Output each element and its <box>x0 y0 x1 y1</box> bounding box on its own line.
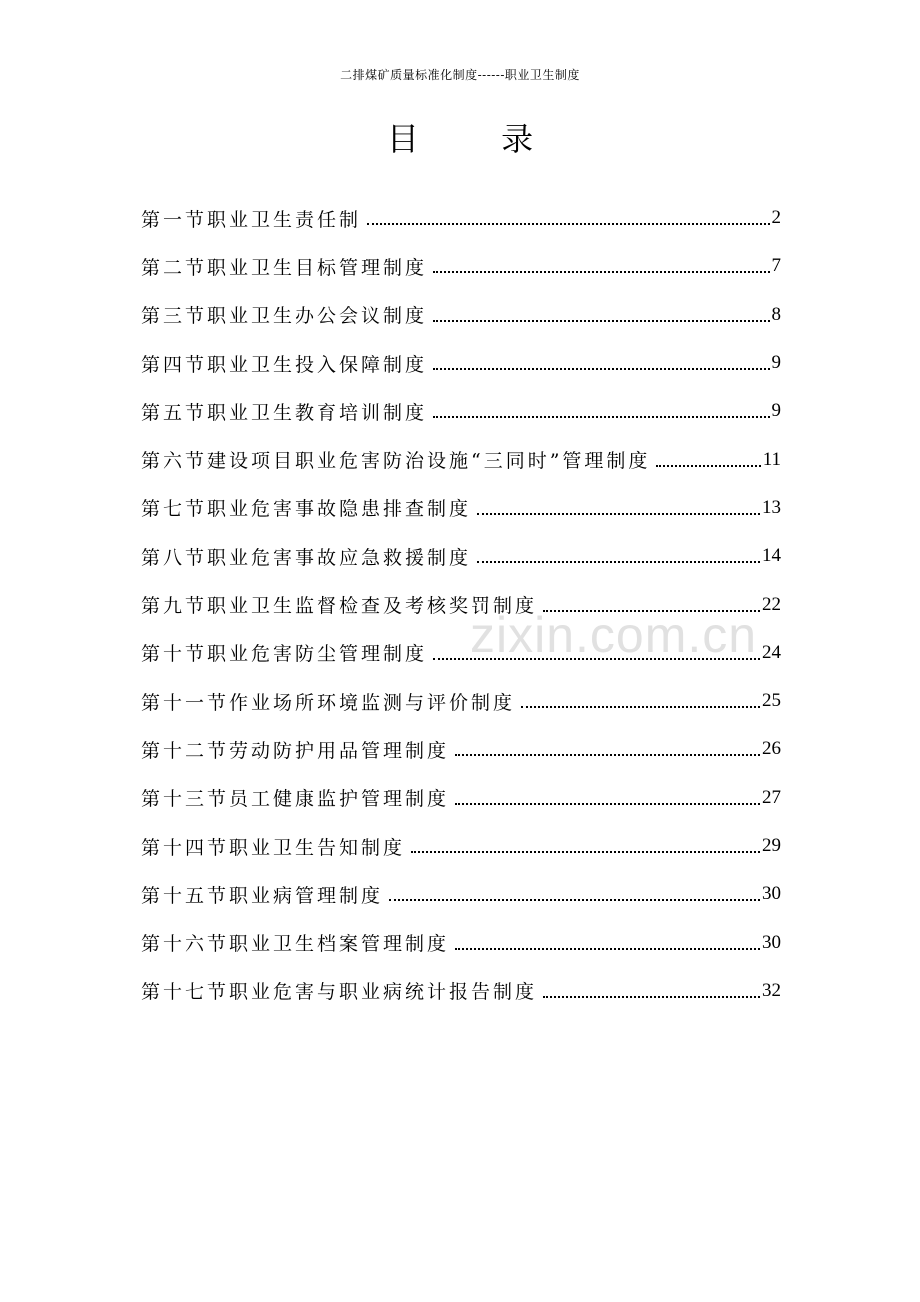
toc-dot-leader <box>455 803 760 805</box>
toc-entry[interactable] <box>141 967 781 1015</box>
toc-entry-label: 第十四节职业卫生告知制度 <box>141 836 406 859</box>
toc-entry-page: 13 <box>762 496 781 518</box>
toc-entry-page: 24 <box>762 641 781 663</box>
toc-entry-page: 7 <box>771 255 781 277</box>
toc-entry-label: 第三节职业卫生办公会议制度 <box>141 305 428 328</box>
toc-title: 目 录 <box>386 120 570 158</box>
toc-entry-label: 第九节职业卫生监督检查及考核奖罚制度 <box>141 595 538 618</box>
toc-entry-page: 2 <box>771 207 781 229</box>
running-header: 二排煤矿质量标准化制度------职业卫生制度 <box>340 68 580 82</box>
toc-entry-page: 22 <box>762 593 781 615</box>
toc-dot-leader <box>367 223 769 225</box>
toc-entry[interactable] <box>141 242 781 290</box>
toc-entry[interactable] <box>141 339 781 387</box>
toc-entry-page: 27 <box>762 786 781 808</box>
toc-dot-leader <box>411 851 760 853</box>
toc-entry-label: 第六节建设项目职业危害防治设施“三同时”管理制度 <box>141 450 651 473</box>
toc-entry[interactable] <box>141 870 781 918</box>
toc-entry-label: 第十节职业危害防尘管理制度 <box>141 643 428 666</box>
toc-entry-label: 第十一节作业场所环境监测与评价制度 <box>141 691 516 714</box>
toc-entry-label: 第十六节职业卫生档案管理制度 <box>141 933 450 956</box>
toc-entry-page: 9 <box>771 352 781 374</box>
toc-entry[interactable] <box>141 291 781 339</box>
toc-entry-page: 8 <box>771 303 781 325</box>
toc-dot-leader <box>433 320 769 322</box>
toc-entry-page: 29 <box>762 835 781 856</box>
toc-entry-label: 第十五节职业病管理制度 <box>141 884 384 907</box>
toc-entry[interactable] <box>141 194 781 242</box>
toc-entry-page: 9 <box>771 400 781 422</box>
toc-dot-leader <box>433 658 760 660</box>
toc-entry-label: 第二节职业卫生目标管理制度 <box>141 256 428 279</box>
toc-entry-page: 30 <box>762 931 781 953</box>
table-of-contents <box>141 194 781 1015</box>
toc-entry-label: 第一节职业卫生责任制 <box>141 208 362 231</box>
toc-dot-leader <box>433 271 769 273</box>
toc-entry[interactable] <box>141 629 781 677</box>
toc-entry[interactable] <box>141 725 781 773</box>
toc-entry-label: 第五节职业卫生教育培训制度 <box>141 401 428 424</box>
toc-entry-page: 30 <box>762 883 781 905</box>
toc-dot-leader <box>389 899 760 901</box>
toc-entry-label: 第十三节员工健康监护管理制度 <box>141 788 450 811</box>
toc-entry-label: 第十七节职业危害与职业病统计报告制度 <box>141 981 538 1004</box>
toc-dot-leader <box>521 706 760 708</box>
toc-entry[interactable] <box>141 532 781 580</box>
toc-entry-page: 11 <box>762 448 781 470</box>
toc-entry-label: 第四节职业卫生投入保障制度 <box>141 353 428 376</box>
toc-entry-page: 25 <box>762 690 781 712</box>
toc-entry[interactable] <box>141 774 781 822</box>
toc-entry[interactable] <box>141 677 781 725</box>
toc-entry-page: 14 <box>762 545 781 567</box>
toc-dot-leader <box>433 368 769 370</box>
toc-entry[interactable] <box>141 918 781 966</box>
toc-entry[interactable] <box>141 435 781 483</box>
toc-dot-leader <box>455 754 760 756</box>
toc-dot-leader <box>477 513 760 515</box>
toc-entry[interactable] <box>141 484 781 532</box>
toc-dot-leader <box>543 610 760 612</box>
toc-entry[interactable] <box>141 387 781 435</box>
toc-entry-label: 第十二节劳动防护用品管理制度 <box>141 739 450 762</box>
watermark: zixin.com.cn <box>470 607 758 663</box>
toc-entry-page: 26 <box>762 738 781 760</box>
toc-dot-leader <box>477 561 760 563</box>
toc-dot-leader <box>543 996 760 998</box>
toc-entry-label: 第七节职业危害事故隐患排查制度 <box>141 498 472 521</box>
toc-dot-leader <box>656 465 760 467</box>
toc-entry-label: 第八节职业危害事故应急救援制度 <box>141 546 472 569</box>
toc-entry[interactable] <box>141 580 781 628</box>
toc-entry-page: 32 <box>762 979 781 1001</box>
toc-entry[interactable] <box>141 822 781 870</box>
toc-dot-leader <box>433 416 769 418</box>
toc-dot-leader <box>455 948 760 950</box>
